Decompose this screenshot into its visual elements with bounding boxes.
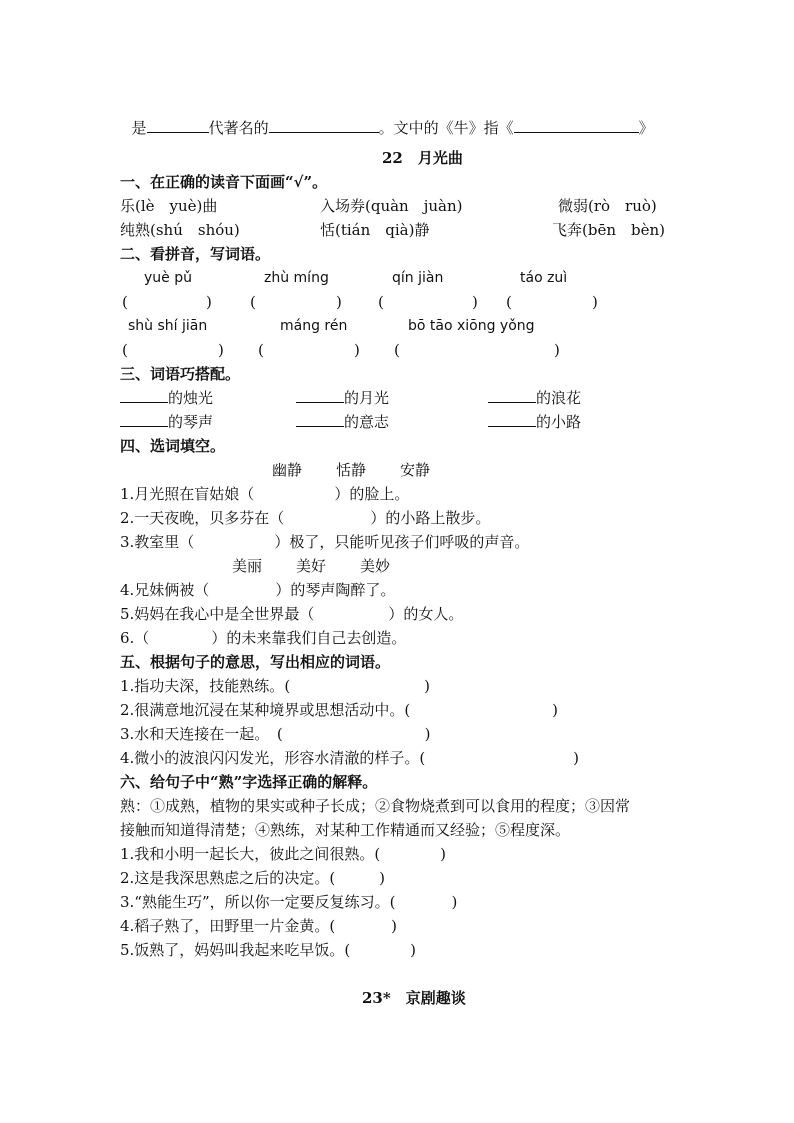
answer-paren-open[interactable]: (: [250, 293, 256, 311]
answer-blank[interactable]: [296, 412, 344, 427]
question-item: 1.月光照在盲姑娘（ ）的脸上。: [120, 485, 410, 503]
answer-blank[interactable]: [147, 118, 209, 133]
pinyin-text: táo zuì: [520, 270, 568, 286]
pinyin-text: qín jiàn: [392, 270, 444, 286]
word-option: 幽静: [272, 461, 303, 479]
match-item: 的意志: [296, 412, 389, 432]
answer-paren-close[interactable]: ): [472, 293, 478, 311]
question-item: 3.“熟能生巧”，所以你一定要反复练习。( ): [120, 893, 458, 911]
answer-blank[interactable]: [488, 388, 536, 403]
pinyin-choice[interactable]: 恬(tián qià)静: [320, 221, 430, 239]
top-line: 是 代著名的 。文中的《牛》指《 》: [131, 119, 654, 137]
word-option: 安静: [400, 461, 431, 479]
answer-paren-open[interactable]: (: [506, 293, 512, 311]
section-6-heading: 六、给句子中“熟”字选择正确的解释。: [120, 773, 378, 791]
match-item: 的琴声: [120, 412, 213, 432]
question-item: 3.教室里（ ）极了，只能听见孩子们呼吸的声音。: [120, 533, 530, 551]
lesson-title-22: 22 月光曲: [382, 149, 463, 167]
match-item: 的浪花: [488, 388, 581, 408]
answer-blank[interactable]: [120, 388, 168, 403]
answer-paren-open[interactable]: (: [378, 293, 384, 311]
answer-paren-close[interactable]: ): [206, 293, 212, 311]
question-item: 5.饭熟了，妈妈叫我起来吃早饭。( ): [120, 941, 417, 959]
pinyin-choice[interactable]: 入场券(quàn juàn): [320, 197, 463, 215]
section-5-heading: 五、根据句子的意思，写出相应的词语。: [120, 653, 391, 671]
question-item: 1.我和小明一起长大，彼此之间很熟。( ): [120, 845, 447, 863]
lesson-title-23: 23* 京剧趣谈: [362, 989, 466, 1007]
definition-text: 熟：①成熟，植物的果实或种子长成；②食物烧煮到可以食用的程度；③因常: [120, 797, 631, 815]
pinyin-text: shù shí jiān: [128, 318, 208, 334]
question-item: 2.一天夜晚，贝多芬在（ ）的小路上散步。: [120, 509, 491, 527]
answer-blank[interactable]: [120, 412, 168, 427]
question-item: 3.水和天连接在一起。 ( ): [120, 725, 431, 743]
question-item: 4.微小的波浪闪闪发光，形容水清澈的样子。( ): [120, 749, 580, 767]
answer-paren-close[interactable]: ): [354, 341, 360, 359]
question-item: 4.兄妹俩被（ ）的琴声陶醉了。: [120, 581, 396, 599]
question-item: 4.稻子熟了，田野里一片金黄。( ): [120, 917, 398, 935]
answer-paren-open[interactable]: (: [258, 341, 264, 359]
answer-paren-close[interactable]: ): [592, 293, 598, 311]
pinyin-choice[interactable]: 飞奔(bēn bèn): [552, 221, 665, 239]
question-item: 2.这是我深思熟虑之后的决定。( ): [120, 869, 386, 887]
pinyin-choice[interactable]: 纯熟(shú shóu): [120, 221, 240, 239]
answer-blank[interactable]: [296, 388, 344, 403]
section-4-heading: 四、选词填空。: [120, 437, 226, 455]
pinyin-text: yuè pǔ: [144, 270, 192, 286]
answer-paren-open[interactable]: (: [122, 293, 128, 311]
answer-paren-close[interactable]: ): [218, 341, 224, 359]
word-option: 美丽: [232, 557, 263, 575]
pinyin-text: máng rén: [280, 318, 348, 334]
answer-paren-open[interactable]: (: [122, 341, 128, 359]
match-item: 的月光: [296, 388, 389, 408]
section-1-heading: 一、在正确的读音下面画“√”。: [120, 173, 328, 191]
word-option: 美妙: [360, 557, 391, 575]
question-item: 2.很满意地沉浸在某种境界或思想活动中。( ): [120, 701, 559, 719]
pinyin-choice[interactable]: 微弱(rò ruò): [558, 197, 657, 215]
pinyin-choice[interactable]: 乐(lè yuè)曲: [120, 197, 218, 215]
answer-blank[interactable]: [514, 118, 639, 133]
answer-paren-open[interactable]: (: [394, 341, 400, 359]
answer-blank[interactable]: [269, 118, 379, 133]
question-item: 5.妈妈在我心中是全世界最（ ）的女人。: [120, 605, 464, 623]
section-2-heading: 二、看拼音，写词语。: [120, 245, 271, 263]
word-option: 恬静: [336, 461, 367, 479]
match-item: 的烛光: [120, 388, 213, 408]
word-option: 美好: [296, 557, 327, 575]
match-item: 的小路: [488, 412, 581, 432]
pinyin-text: zhù míng: [264, 270, 329, 286]
question-item: 6.（ ）的未来靠我们自己去创造。: [120, 629, 407, 647]
pinyin-text: bō tāo xiōng yǒng: [408, 318, 535, 334]
question-item: 1.指功夫深，技能熟练。( ): [120, 677, 431, 695]
section-3-heading: 三、词语巧搭配。: [120, 365, 241, 383]
answer-blank[interactable]: [488, 412, 536, 427]
answer-paren-close[interactable]: ): [336, 293, 342, 311]
definition-text: 接触而知道得清楚；④熟练，对某种工作精通而又经验；⑤程度深。: [120, 821, 571, 839]
answer-paren-close[interactable]: ): [554, 341, 560, 359]
